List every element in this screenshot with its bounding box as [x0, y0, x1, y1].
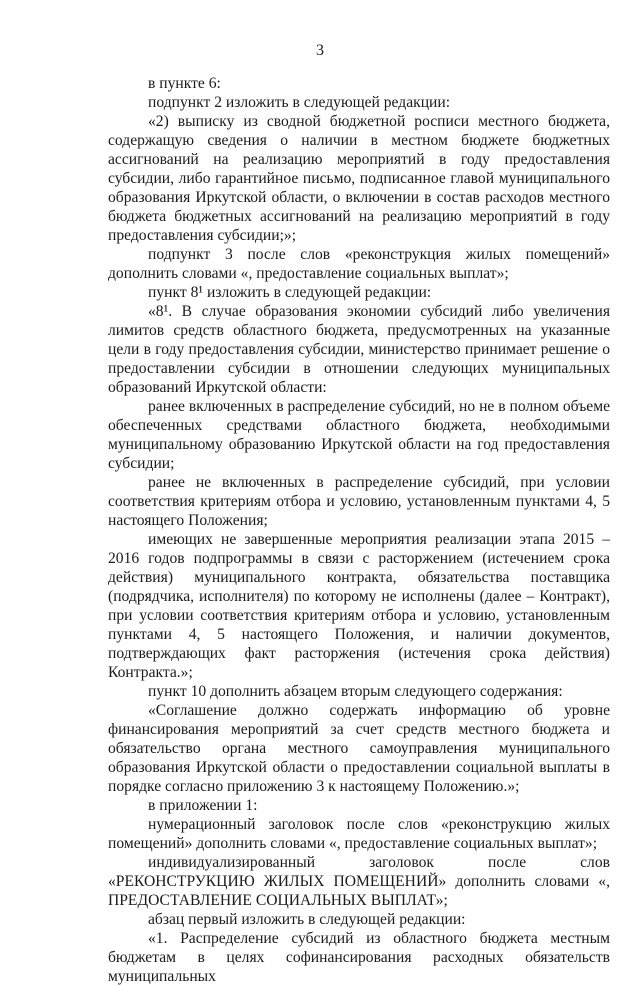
paragraph: «8¹. В случае образования экономии субсидий либо увеличения лимитов средств областного бюджета, предусмотренных на указанные цели в году предоставления субсидии, министерство принимает решение о предоставлении субсидии в отношении следующих муниципальных образований Иркутской области: — [108, 303, 610, 396]
paragraph: имеющих не завершенные мероприятия реализации этапа 2015 – 2016 годов подпрограммы в связи с расторжением (истечением срока действия) муниципального контракта, обязательства поставщика (подрядчика, исполнителя) по которому не исполнены (далее – Контракт), при условии соответствия критериям отбора и условию, установленным пунктами 4, 5 настоящего Положения, и наличии документов, подтверждающих факт расторжения (истечения срока действия) Контракта.»; — [108, 531, 610, 681]
paragraph: ранее включенных в распределение субсидий, но не в полном объеме обеспеченных средствами областного бюджета, необходимыми муниципальному образованию Иркутской области на год предоставления субсидии; — [108, 398, 610, 472]
paragraph: «1. Распределение субсидий из областного бюджета местным бюджетам в целях софинансирования расходных обязательств муниципальных — [108, 930, 610, 985]
paragraph: подпункт 3 после слов «реконструкция жилых помещений» дополнить словами «, предоставление социальных выплат»; — [108, 246, 610, 282]
paragraph: в пункте 6: — [148, 75, 221, 92]
paragraph: нумерационный заголовок после слов «реконструкцию жилых помещений» дополнить словами «, предоставление социальных выплат»; — [108, 816, 610, 852]
paragraph: ранее не включенных в распределение субсидий, при условии соответствия критериям отбора и условию, установленным пунктами 4, 5 настоящего Положения; — [108, 474, 610, 529]
paragraph: «Соглашение должно содержать информацию об уровне финансирования мероприятий за счет средств местного бюджета и обязательство органа местного самоуправления муниципального образования Иркутской области о предоставлении социальной выплаты в порядке согласно приложению 3 к настоящему Положению.»; — [108, 702, 610, 795]
paragraph: в приложении 1: — [148, 797, 258, 814]
paragraph: индивидуализированный заголовок после слов «РЕКОНСТРУКЦИЮ ЖИЛЫХ ПОМЕЩЕНИЙ» дополнить словами «, ПРЕДОСТАВЛЕНИЕ СОЦИАЛЬНЫХ ВЫПЛАТ»; — [108, 854, 610, 909]
paragraph: пункт 8¹ изложить в следующей редакции: — [148, 284, 432, 301]
paragraph: «2) выписку из сводной бюджетной росписи местного бюджета, содержащую сведения о наличии в местном бюджете бюджетных ассигнований на реализацию мероприятий в году предоставления субсидии, либо гарантийное письмо, подписанное главой муниципального образования Иркутской области, о включении в состав расходов местного бюджета бюджетных ассигнований на реализацию мероприятий в году предоставления субсидии;»; — [108, 113, 610, 244]
document-body — [108, 74, 610, 986]
paragraph: подпункт 2 изложить в следующей редакции: — [148, 94, 451, 111]
paragraph: абзац первый изложить в следующей редакции: — [148, 911, 466, 928]
paragraph: пункт 10 дополнить абзацем вторым следующего содержания: — [148, 683, 563, 700]
page-number: 3 — [316, 42, 324, 59]
